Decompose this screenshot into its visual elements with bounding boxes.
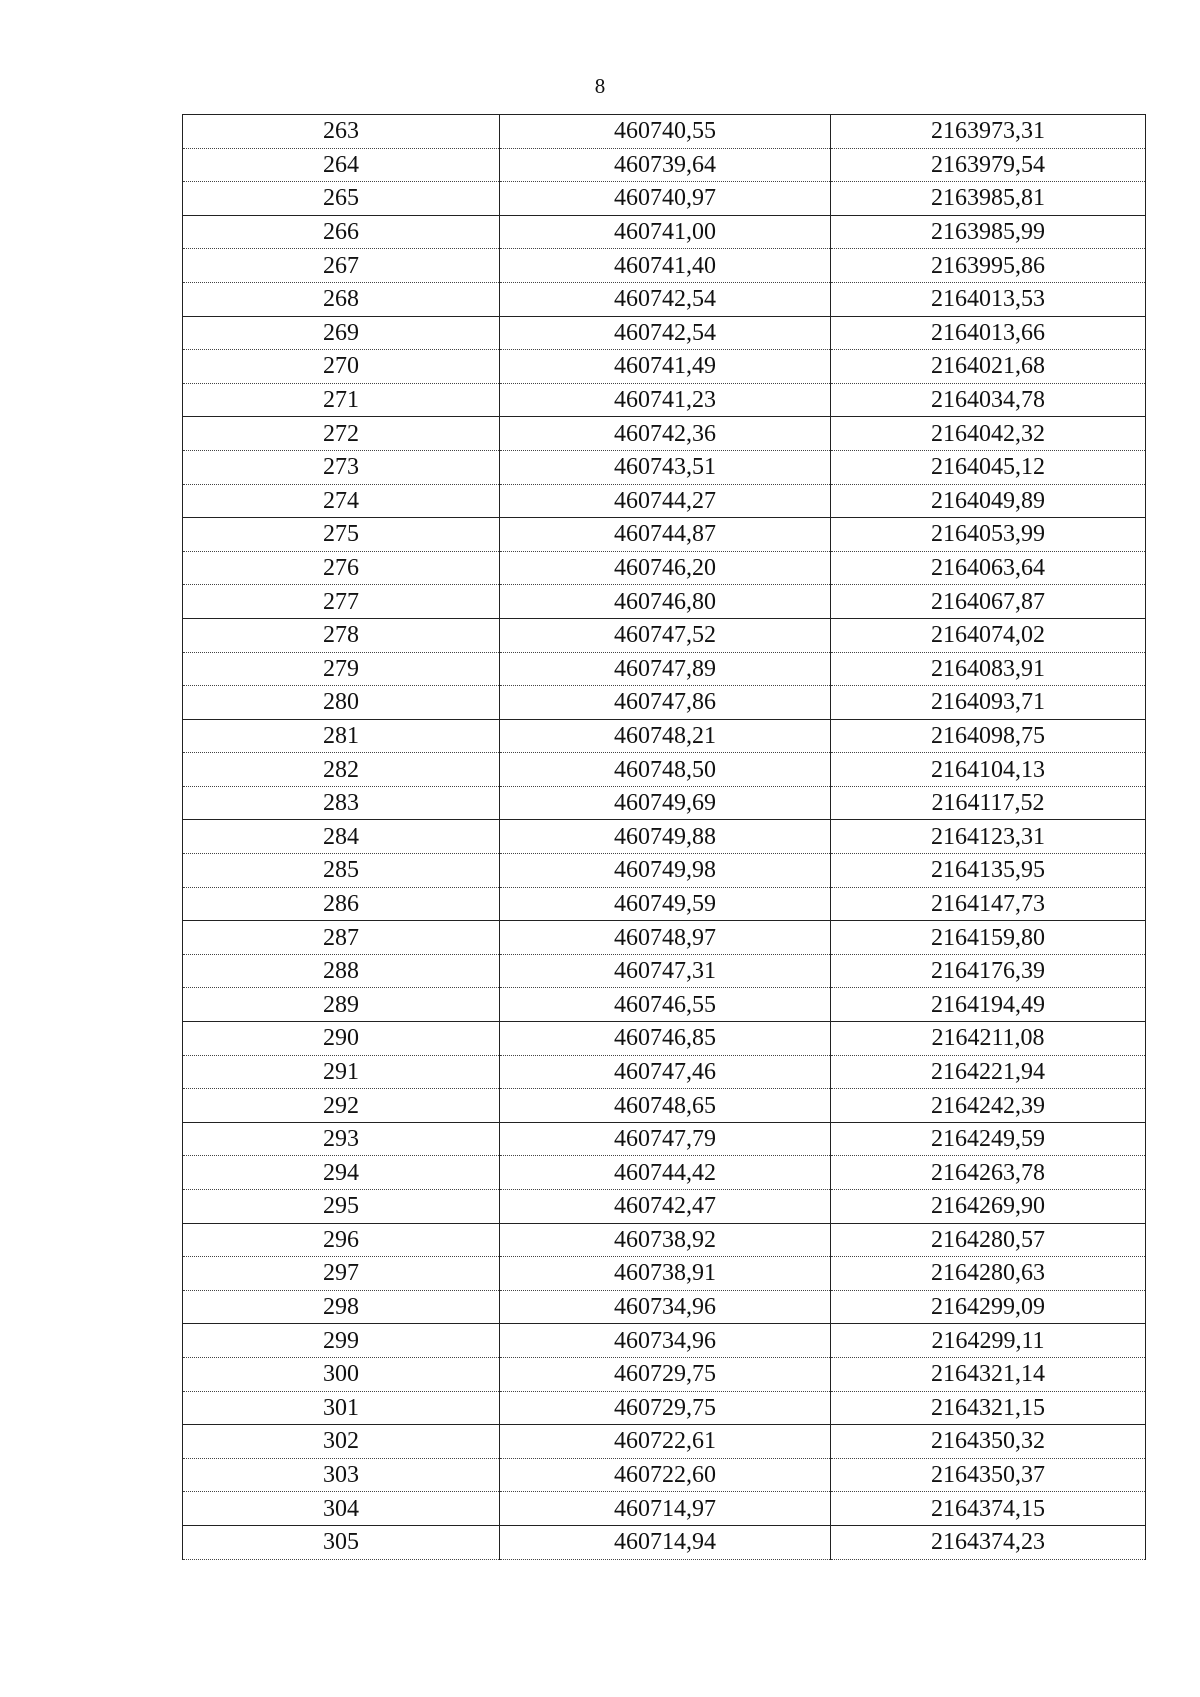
x-coordinate-cell: 460747,89: [500, 652, 831, 686]
y-coordinate-cell: 2164042,32: [831, 417, 1146, 451]
table-row: [183, 518, 1146, 552]
x-coordinate-cell: 460722,61: [500, 1425, 831, 1459]
x-coordinate-cell: 460734,96: [500, 1290, 831, 1324]
y-coordinate-cell: 2164034,78: [831, 383, 1146, 417]
point-number-cell: 297: [183, 1257, 500, 1291]
table-row: [183, 350, 1146, 384]
table-row: [183, 1223, 1146, 1257]
x-coordinate-cell: 460747,46: [500, 1055, 831, 1089]
x-coordinate-cell: 460746,80: [500, 585, 831, 619]
x-coordinate-cell: 460749,98: [500, 854, 831, 888]
y-coordinate-cell: 2164249,59: [831, 1122, 1146, 1156]
table-row: [183, 921, 1146, 955]
y-coordinate-cell: 2164117,52: [831, 786, 1146, 820]
x-coordinate-cell: 460748,97: [500, 921, 831, 955]
table-row: [183, 753, 1146, 787]
table-row: [183, 484, 1146, 518]
point-number-cell: 294: [183, 1156, 500, 1190]
x-coordinate-cell: 460738,91: [500, 1257, 831, 1291]
point-number-cell: 268: [183, 282, 500, 316]
y-coordinate-cell: 2164063,64: [831, 551, 1146, 585]
table-row: [183, 182, 1146, 216]
x-coordinate-cell: 460747,52: [500, 618, 831, 652]
table-row: [183, 1290, 1146, 1324]
x-coordinate-cell: 460714,94: [500, 1525, 831, 1559]
point-number-cell: 303: [183, 1458, 500, 1492]
point-number-cell: 274: [183, 484, 500, 518]
y-coordinate-cell: 2164280,63: [831, 1257, 1146, 1291]
y-coordinate-cell: 2164242,39: [831, 1089, 1146, 1123]
y-coordinate-cell: 2163985,81: [831, 182, 1146, 216]
table-row: [183, 887, 1146, 921]
y-coordinate-cell: 2164299,11: [831, 1324, 1146, 1358]
x-coordinate-cell: 460743,51: [500, 450, 831, 484]
table-row: [183, 1055, 1146, 1089]
x-coordinate-cell: 460749,59: [500, 887, 831, 921]
y-coordinate-cell: 2163979,54: [831, 148, 1146, 182]
y-coordinate-cell: 2164269,90: [831, 1190, 1146, 1224]
point-number-cell: 273: [183, 450, 500, 484]
point-number-cell: 280: [183, 686, 500, 720]
table-row: [183, 854, 1146, 888]
point-number-cell: 263: [183, 115, 500, 149]
point-number-cell: 265: [183, 182, 500, 216]
point-number-cell: 266: [183, 215, 500, 249]
point-number-cell: 282: [183, 753, 500, 787]
x-coordinate-cell: 460742,36: [500, 417, 831, 451]
table-row: [183, 450, 1146, 484]
x-coordinate-cell: 460738,92: [500, 1223, 831, 1257]
y-coordinate-cell: 2164013,66: [831, 316, 1146, 350]
y-coordinate-cell: 2164021,68: [831, 350, 1146, 384]
point-number-cell: 292: [183, 1089, 500, 1123]
y-coordinate-cell: 2164299,09: [831, 1290, 1146, 1324]
point-number-cell: 301: [183, 1391, 500, 1425]
y-coordinate-cell: 2164374,15: [831, 1492, 1146, 1526]
y-coordinate-cell: 2164221,94: [831, 1055, 1146, 1089]
x-coordinate-cell: 460744,87: [500, 518, 831, 552]
x-coordinate-cell: 460741,40: [500, 249, 831, 283]
x-coordinate-cell: 460748,65: [500, 1089, 831, 1123]
table-row: [183, 383, 1146, 417]
table-row: [183, 988, 1146, 1022]
table-row: [183, 954, 1146, 988]
y-coordinate-cell: 2164350,32: [831, 1425, 1146, 1459]
point-number-cell: 281: [183, 719, 500, 753]
table-row: [183, 1357, 1146, 1391]
point-number-cell: 279: [183, 652, 500, 686]
coordinates-table-body: [183, 115, 1146, 1560]
y-coordinate-cell: 2164263,78: [831, 1156, 1146, 1190]
y-coordinate-cell: 2164013,53: [831, 282, 1146, 316]
table-row: [183, 215, 1146, 249]
point-number-cell: 293: [183, 1122, 500, 1156]
y-coordinate-cell: 2164147,73: [831, 887, 1146, 921]
y-coordinate-cell: 2164135,95: [831, 854, 1146, 888]
table-row: [183, 820, 1146, 854]
point-number-cell: 305: [183, 1525, 500, 1559]
point-number-cell: 269: [183, 316, 500, 350]
y-coordinate-cell: 2164104,13: [831, 753, 1146, 787]
point-number-cell: 298: [183, 1290, 500, 1324]
y-coordinate-cell: 2164280,57: [831, 1223, 1146, 1257]
point-number-cell: 285: [183, 854, 500, 888]
table-row: [183, 148, 1146, 182]
table-row: [183, 719, 1146, 753]
page-number: 8: [594, 74, 606, 98]
y-coordinate-cell: 2164074,02: [831, 618, 1146, 652]
x-coordinate-cell: 460714,97: [500, 1492, 831, 1526]
point-number-cell: 296: [183, 1223, 500, 1257]
y-coordinate-cell: 2163985,99: [831, 215, 1146, 249]
table-row: [183, 1190, 1146, 1224]
table-row: [183, 1156, 1146, 1190]
x-coordinate-cell: 460748,21: [500, 719, 831, 753]
table-row: [183, 786, 1146, 820]
table-row: [183, 1324, 1146, 1358]
point-number-cell: 270: [183, 350, 500, 384]
x-coordinate-cell: 460740,55: [500, 115, 831, 149]
table-row: [183, 1458, 1146, 1492]
x-coordinate-cell: 460744,27: [500, 484, 831, 518]
table-row: [183, 1122, 1146, 1156]
x-coordinate-cell: 460740,97: [500, 182, 831, 216]
y-coordinate-cell: 2164098,75: [831, 719, 1146, 753]
point-number-cell: 291: [183, 1055, 500, 1089]
point-number-cell: 289: [183, 988, 500, 1022]
point-number-cell: 264: [183, 148, 500, 182]
x-coordinate-cell: 460742,47: [500, 1190, 831, 1224]
y-coordinate-cell: 2164045,12: [831, 450, 1146, 484]
table-row: [183, 686, 1146, 720]
x-coordinate-cell: 460741,00: [500, 215, 831, 249]
x-coordinate-cell: 460747,86: [500, 686, 831, 720]
point-number-cell: 286: [183, 887, 500, 921]
y-coordinate-cell: 2164049,89: [831, 484, 1146, 518]
table-row: [183, 282, 1146, 316]
point-number-cell: 271: [183, 383, 500, 417]
x-coordinate-cell: 460741,23: [500, 383, 831, 417]
table-row: [183, 1391, 1146, 1425]
x-coordinate-cell: 460744,42: [500, 1156, 831, 1190]
x-coordinate-cell: 460742,54: [500, 282, 831, 316]
point-number-cell: 302: [183, 1425, 500, 1459]
y-coordinate-cell: 2164211,08: [831, 1022, 1146, 1056]
x-coordinate-cell: 460722,60: [500, 1458, 831, 1492]
y-coordinate-cell: 2164067,87: [831, 585, 1146, 619]
x-coordinate-cell: 460746,85: [500, 1022, 831, 1056]
y-coordinate-cell: 2164083,91: [831, 652, 1146, 686]
x-coordinate-cell: 460748,50: [500, 753, 831, 787]
point-number-cell: 275: [183, 518, 500, 552]
point-number-cell: 287: [183, 921, 500, 955]
point-number-cell: 272: [183, 417, 500, 451]
y-coordinate-cell: 2164176,39: [831, 954, 1146, 988]
x-coordinate-cell: 460742,54: [500, 316, 831, 350]
x-coordinate-cell: 460746,20: [500, 551, 831, 585]
table-row: [183, 1492, 1146, 1526]
x-coordinate-cell: 460747,79: [500, 1122, 831, 1156]
point-number-cell: 277: [183, 585, 500, 619]
point-number-cell: 284: [183, 820, 500, 854]
table-row: [183, 249, 1146, 283]
table-row: [183, 1425, 1146, 1459]
y-coordinate-cell: 2164123,31: [831, 820, 1146, 854]
x-coordinate-cell: 460747,31: [500, 954, 831, 988]
x-coordinate-cell: 460749,69: [500, 786, 831, 820]
table-row: [183, 585, 1146, 619]
x-coordinate-cell: 460746,55: [500, 988, 831, 1022]
point-number-cell: 278: [183, 618, 500, 652]
coordinates-table: [182, 114, 1146, 1560]
point-number-cell: 283: [183, 786, 500, 820]
point-number-cell: 299: [183, 1324, 500, 1358]
point-number-cell: 267: [183, 249, 500, 283]
table-row: [183, 417, 1146, 451]
x-coordinate-cell: 460739,64: [500, 148, 831, 182]
y-coordinate-cell: 2163995,86: [831, 249, 1146, 283]
y-coordinate-cell: 2164093,71: [831, 686, 1146, 720]
table-row: [183, 316, 1146, 350]
table-row: [183, 1257, 1146, 1291]
table-row: [183, 1022, 1146, 1056]
table-row: [183, 551, 1146, 585]
point-number-cell: 288: [183, 954, 500, 988]
point-number-cell: 295: [183, 1190, 500, 1224]
x-coordinate-cell: 460734,96: [500, 1324, 831, 1358]
y-coordinate-cell: 2164159,80: [831, 921, 1146, 955]
y-coordinate-cell: 2164374,23: [831, 1525, 1146, 1559]
point-number-cell: 276: [183, 551, 500, 585]
x-coordinate-cell: 460741,49: [500, 350, 831, 384]
y-coordinate-cell: 2164321,15: [831, 1391, 1146, 1425]
table-row: [183, 618, 1146, 652]
x-coordinate-cell: 460729,75: [500, 1357, 831, 1391]
table-row: [183, 115, 1146, 149]
table-row: [183, 1525, 1146, 1559]
table-row: [183, 1089, 1146, 1123]
y-coordinate-cell: 2164194,49: [831, 988, 1146, 1022]
point-number-cell: 304: [183, 1492, 500, 1526]
x-coordinate-cell: 460729,75: [500, 1391, 831, 1425]
point-number-cell: 300: [183, 1357, 500, 1391]
table-row: [183, 652, 1146, 686]
y-coordinate-cell: 2164053,99: [831, 518, 1146, 552]
y-coordinate-cell: 2163973,31: [831, 115, 1146, 149]
point-number-cell: 290: [183, 1022, 500, 1056]
x-coordinate-cell: 460749,88: [500, 820, 831, 854]
y-coordinate-cell: 2164321,14: [831, 1357, 1146, 1391]
y-coordinate-cell: 2164350,37: [831, 1458, 1146, 1492]
